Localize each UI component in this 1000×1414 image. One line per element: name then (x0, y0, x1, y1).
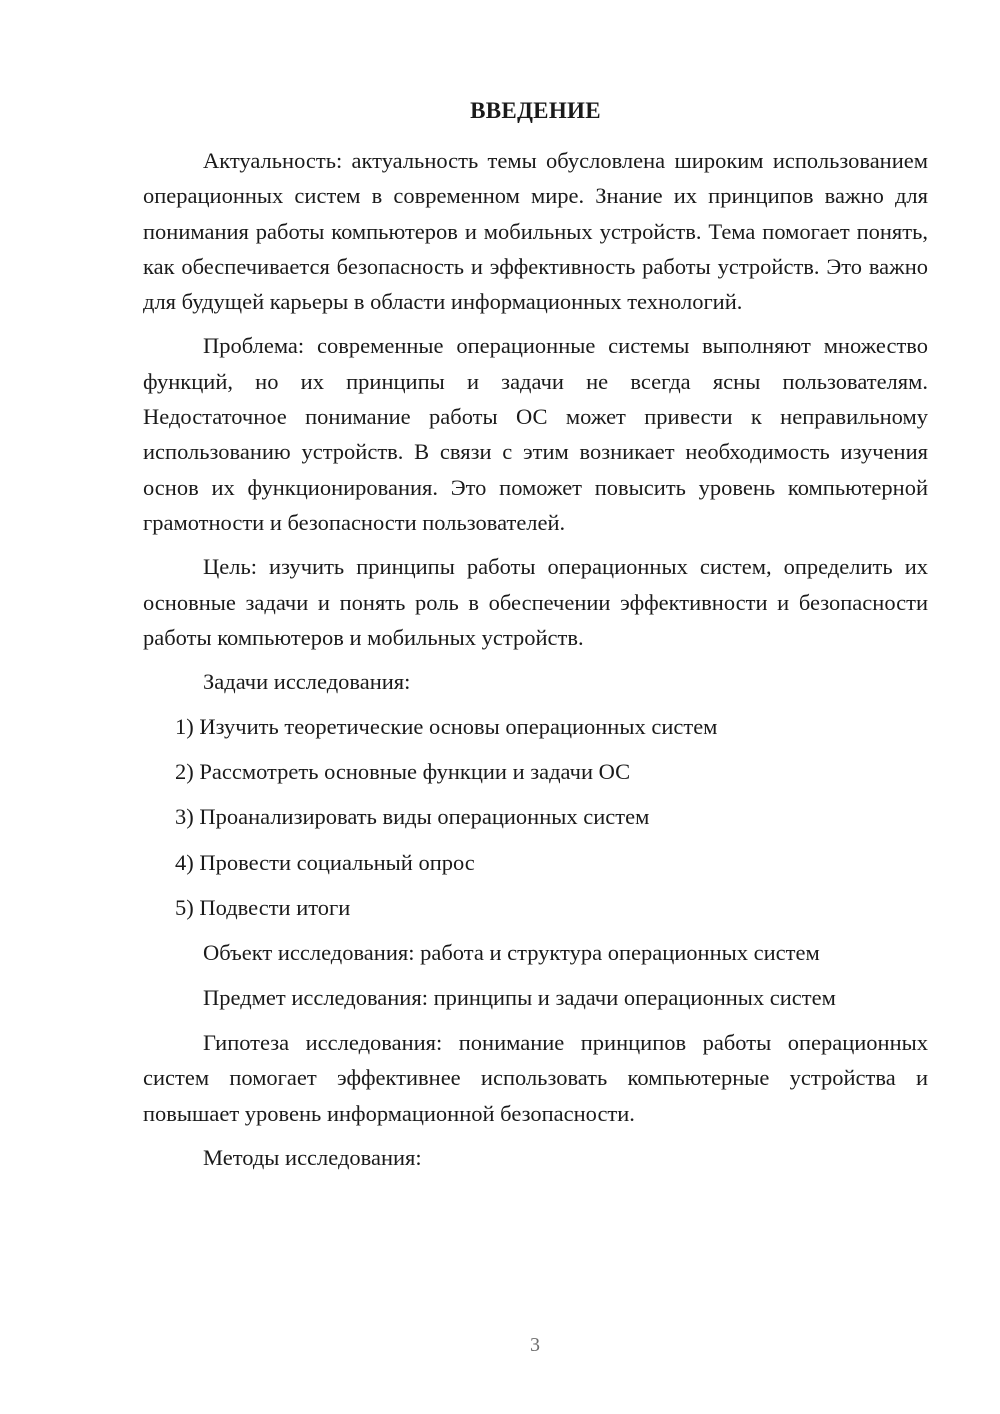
goal-paragraph: Цель: изучить принципы работы операционных систем, определить их основные задачи и понять роль в обеспечении эффективности и безопасности работы компьютеров и мобильных устройств. (143, 554, 928, 650)
research-subject: Предмет исследования: принципы и задачи операционных систем (203, 984, 836, 1010)
list-item: 4) Провести социальный опрос (175, 849, 475, 875)
research-object: Объект исследования: работа и структура операционных систем (203, 939, 820, 965)
tasks-heading: Задачи исследования: (203, 669, 411, 695)
section-title: ВВЕДЕНИЕ (470, 98, 601, 123)
list-item: 1) Изучить теоретические основы операционных систем (175, 714, 718, 740)
tasks-list (143, 709, 928, 925)
document-body (143, 143, 928, 1185)
hypothesis-paragraph: Гипотеза исследования: понимание принципов работы операционных систем помогает эффективнее использовать компьютерные устройства и повышает уровень информационной безопасности. (143, 1029, 928, 1126)
methods-heading: Методы исследования: (203, 1144, 422, 1170)
page-number: 3 (530, 1334, 540, 1356)
problem-paragraph: Проблема: современные операционные системы выполняют множество функций, но их принципы и задачи не всегда ясны пользователям. Недостаточное понимание работы ОС может привести к неправильному использованию устройств. В связи с этим возникает необходимость изучения основ их функционирования. Это поможет повысить уровень компьютерной грамотности и безопасности пользователей. (143, 333, 928, 535)
list-item: 2) Рассмотреть основные функции и задачи ОС (175, 759, 631, 785)
relevance-paragraph: Актуальность: актуальность темы обусловлена широким использованием операционных систем в современном мире. Знание их принципов важно для понимания работы компьютеров и мобильных устройств. Тема помогает понять, как обеспечивается безопасность и эффективность работы устройств. Это важно для будущей карьеры в области информационных технологий. (143, 148, 928, 315)
list-item: 5) Подвести итоги (175, 894, 351, 920)
list-item: 3) Проанализировать виды операционных систем (175, 804, 650, 830)
